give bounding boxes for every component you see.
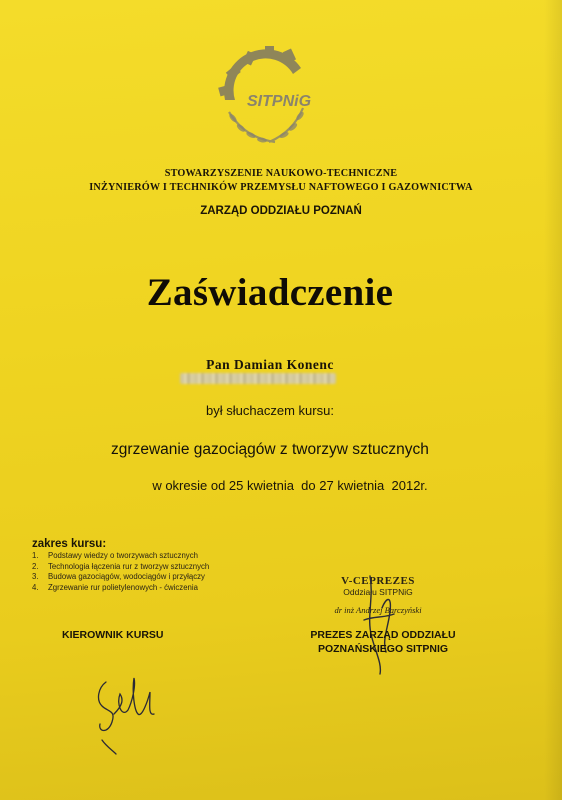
organization-line-1: STOWARZYSZENIE NAUKOWO-TECHNICZNE [164, 168, 398, 179]
scope-item-text: Technologia łączenia rur z tworzyw sztucznych [48, 561, 210, 571]
scope-item-number: 4. [32, 582, 39, 592]
scope-list [32, 551, 272, 593]
course-period: w okresie od 25 kwietnia do 27 kwietnia 2012r. [152, 478, 428, 493]
redacted-id-blur [180, 373, 336, 384]
branch-president-label-line-2: POZNAŃSKIEGO SITPNIG [317, 643, 449, 655]
scope-item [32, 572, 272, 583]
gear-wreath-logo [205, 42, 327, 150]
scope-item-text: Budowa gazociągów, wodociągów i przyłączy [48, 572, 205, 581]
branch-president-label-line-1: PREZES ZARZĄD ODDZIAŁU [310, 629, 456, 641]
stamp-title: V-CEPREZES [341, 575, 415, 587]
scope-item-number: 2. [32, 561, 39, 571]
stamp-branch: Oddziału SITPNiG [343, 587, 413, 597]
branch-president-label [298, 628, 468, 656]
scope-item-number: 3. [32, 572, 39, 581]
president-signature [352, 568, 402, 678]
scope-item [32, 583, 272, 594]
scope-item-text: Zgrzewanie rur polietylenowych - ćwiczenia [48, 582, 198, 592]
scope-label: zakres kursu: [32, 538, 107, 550]
branch-name: ZARZĄD ODDZIAŁU POZNAŃ [200, 205, 362, 217]
course-name: zgrzewanie gazociągów z tworzyw sztucznych [111, 441, 429, 458]
course-leader-label: KIEROWNIK KURSU [62, 629, 164, 641]
stamp-signatory: dr inż Andrzej Barczyński [334, 605, 422, 615]
logo-text: SITPNiG [247, 93, 312, 110]
scope-item-number: 1. [32, 551, 39, 560]
course-leader-signature [92, 670, 162, 760]
course-scope [32, 538, 272, 593]
scope-item [32, 562, 272, 573]
attended-text: był słuchaczem kursu: [206, 403, 334, 418]
recipient-name: Pan Damian Konenc [206, 357, 334, 372]
organization-line-2: INŻYNIERÓW I TECHNIKÓW PRZEMYSŁU NAFTOWEGO I GAZOWNICTWA [89, 182, 473, 193]
document-title: Zaświadczenie [146, 271, 394, 314]
scope-item [32, 551, 272, 562]
scope-item-text: Podstawy wiedzy o tworzywach sztucznych [48, 551, 198, 560]
